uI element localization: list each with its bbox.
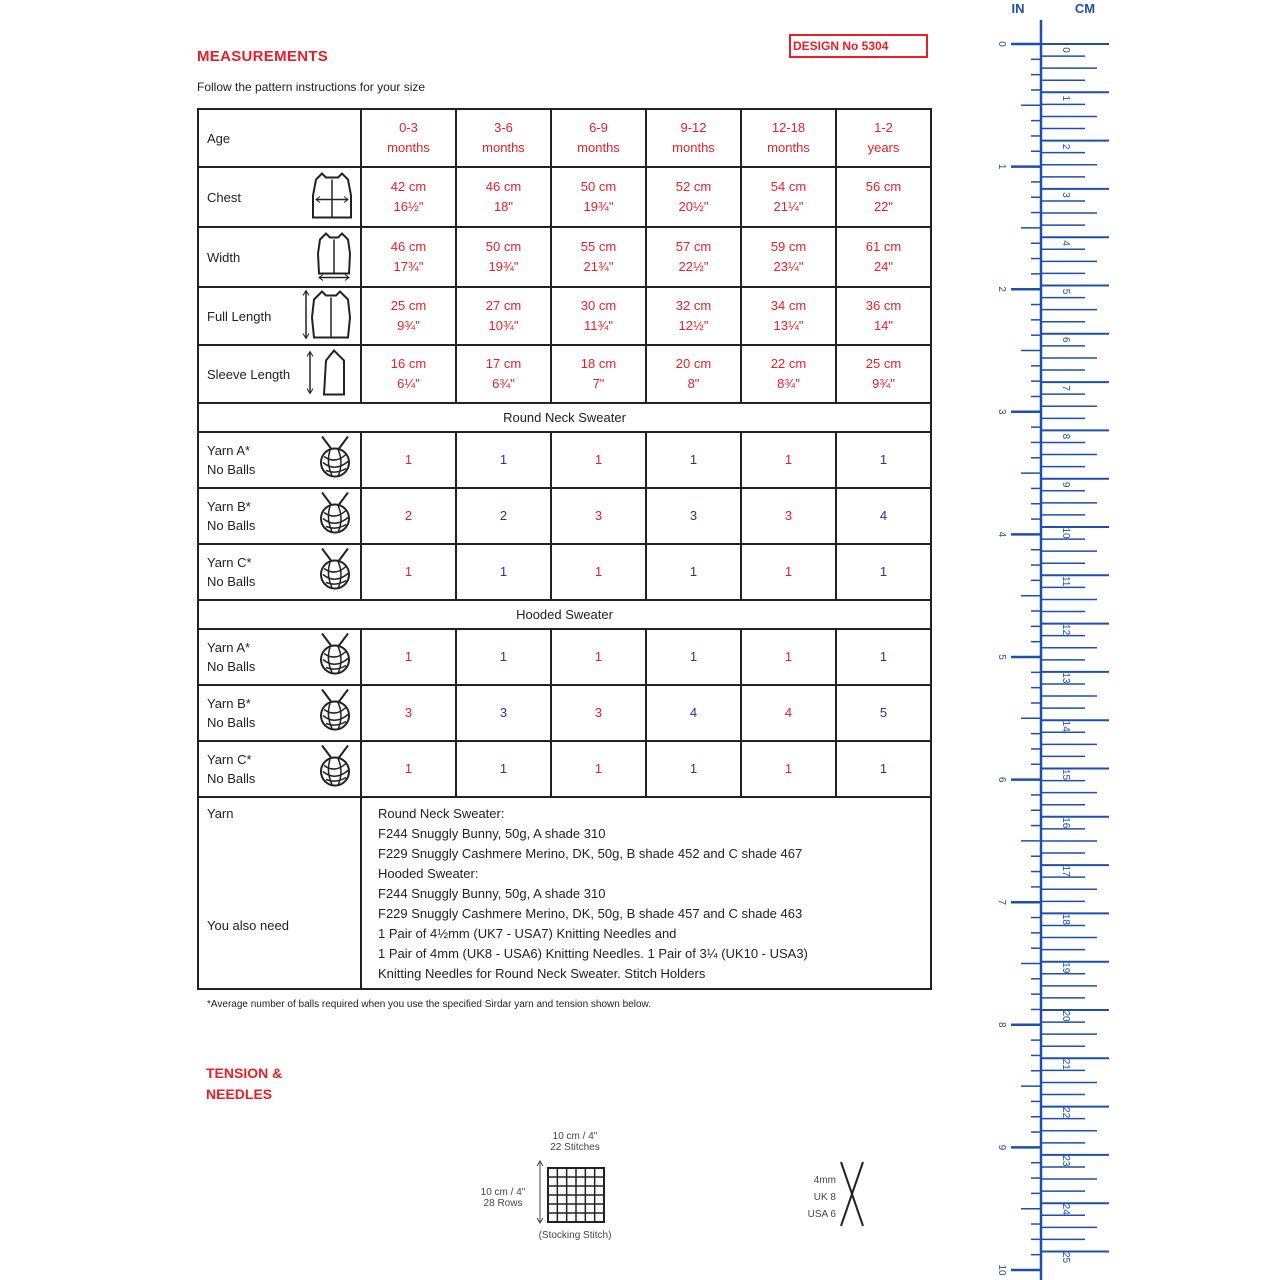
- value-inches: 20½": [678, 199, 709, 214]
- design-number-badge: DESIGN No 5304: [789, 34, 928, 58]
- section-title: Round Neck Sweater: [198, 403, 931, 432]
- measurement-label-cell: [198, 287, 361, 345]
- yarn-name: Yarn A*: [207, 443, 251, 458]
- cm-label: 5: [1060, 288, 1071, 295]
- value-inches: 9¾": [872, 376, 895, 391]
- measurement-value: [456, 345, 551, 403]
- ball-count: 1: [836, 544, 931, 600]
- ball-count: 1: [551, 741, 646, 797]
- ball-count: 1: [741, 544, 836, 600]
- value-cm: 56 cm: [865, 179, 902, 194]
- value-cm: 46 cm: [390, 239, 427, 254]
- ball-count: 1: [551, 544, 646, 600]
- ball-count: 1: [551, 432, 646, 488]
- value-cm: 61 cm: [865, 239, 902, 254]
- measurement-label: Full Length: [207, 308, 272, 324]
- value-cm: 22 cm: [770, 356, 807, 371]
- value-inches: 7": [592, 376, 605, 391]
- measurement-value: [646, 167, 741, 227]
- ball-count: 4: [836, 488, 931, 544]
- value-inches: 6¾": [492, 376, 515, 391]
- balls-label: No Balls: [207, 715, 256, 730]
- ball-count: 2: [456, 488, 551, 544]
- inch-label: 3: [996, 409, 1007, 415]
- value-inches: 13¼": [773, 318, 804, 333]
- value-inches: 9¾": [397, 318, 420, 333]
- inch-label: 8: [996, 1022, 1007, 1028]
- value-inches: 22½": [678, 259, 709, 274]
- measurement-value: [551, 345, 646, 403]
- yarn-label-cell: [198, 685, 361, 741]
- size-unit: years: [867, 140, 900, 155]
- value-cm: 25 cm: [865, 356, 902, 371]
- measurement-label: Width: [207, 249, 241, 265]
- yarn-label-cell: [198, 488, 361, 544]
- yarn-row: [198, 544, 931, 600]
- size-range: 0-3: [399, 120, 418, 135]
- value-cm: 25 cm: [390, 298, 427, 313]
- ball-count: 2: [361, 488, 456, 544]
- measurement-value: [836, 227, 931, 287]
- measurement-value: [646, 227, 741, 287]
- yarn-details-row: [198, 797, 931, 989]
- inch-label: 10: [996, 1264, 1007, 1276]
- length-garment-icon: [302, 288, 354, 345]
- ball-count: 1: [741, 741, 836, 797]
- size-range: 12-18: [771, 120, 806, 135]
- yarn-label-cell: [198, 629, 361, 685]
- detail-line: Round Neck Sweater:: [378, 806, 505, 821]
- ball-count: 1: [646, 741, 741, 797]
- value-inches: 11¾": [584, 318, 613, 333]
- measurements-table: [197, 108, 932, 990]
- cm-label: 14: [1060, 720, 1071, 732]
- value-inches: 12½": [678, 318, 709, 333]
- value-cm: 46 cm: [485, 179, 522, 194]
- cm-label: 18: [1060, 913, 1071, 925]
- inch-label: 0: [996, 41, 1007, 47]
- ball-count: 4: [741, 685, 836, 741]
- size-column-header: [646, 109, 741, 167]
- age-label: Age: [198, 109, 361, 167]
- cm-label: 23: [1060, 1155, 1071, 1167]
- tension-grid-icon: [536, 1158, 608, 1226]
- ball-count: 1: [646, 629, 741, 685]
- cm-label: 8: [1060, 433, 1071, 440]
- value-cm: 36 cm: [865, 298, 902, 313]
- value-inches: 19¾": [488, 259, 519, 274]
- balls-label: No Balls: [207, 574, 256, 589]
- tension-width-label: [530, 1131, 620, 1153]
- value-cm: 50 cm: [580, 179, 617, 194]
- cm-label: 16: [1060, 817, 1071, 829]
- measurement-row: [198, 227, 931, 287]
- yarn-ball-icon: [316, 547, 354, 598]
- cm-label: 1: [1060, 95, 1071, 102]
- size-unit: months: [482, 140, 525, 155]
- inch-label: 7: [996, 899, 1007, 905]
- page-title: MEASUREMENTS: [197, 48, 329, 65]
- measurement-value: [836, 287, 931, 345]
- needle-size-labels: [800, 1172, 836, 1223]
- measurement-row: [198, 167, 931, 227]
- ball-count: 1: [456, 432, 551, 488]
- value-inches: 14": [873, 318, 894, 333]
- cm-label: 20: [1060, 1010, 1071, 1022]
- measurement-value: [456, 227, 551, 287]
- cm-label: 24: [1060, 1203, 1071, 1215]
- value-cm: 54 cm: [770, 179, 807, 194]
- sleeve-icon: [304, 347, 354, 402]
- size-column-header: [551, 109, 646, 167]
- value-inches: 24": [873, 259, 894, 274]
- tension-height: 10 cm / 4": [480, 1187, 526, 1198]
- tension-stitches: 22 Stitches: [550, 1142, 600, 1153]
- value-inches: 16½": [393, 199, 424, 214]
- measurement-value: [741, 227, 836, 287]
- yarn-row: [198, 741, 931, 797]
- needle-size: 4mm: [813, 1175, 836, 1186]
- crossed-needles-icon: [838, 1160, 866, 1230]
- cm-label: 10: [1060, 527, 1071, 539]
- value-cm: 16 cm: [390, 356, 427, 371]
- page-subtitle: Follow the pattern instructions for your size: [197, 80, 426, 94]
- ball-count: 1: [646, 432, 741, 488]
- yarn-label-cell: [198, 544, 361, 600]
- value-inches: 17¾": [393, 259, 424, 274]
- yarn-details-text: [361, 797, 931, 989]
- cm-label: 11: [1060, 576, 1071, 587]
- value-cm: 34 cm: [770, 298, 807, 313]
- value-cm: 59 cm: [770, 239, 807, 254]
- value-cm: 32 cm: [675, 298, 712, 313]
- size-unit: months: [577, 140, 620, 155]
- yarn-name: Yarn C*: [207, 752, 252, 767]
- detail-line: F244 Snuggly Bunny, 50g, A shade 310: [378, 826, 606, 841]
- value-cm: 42 cm: [390, 179, 427, 194]
- footnote: *Average number of balls required when you use the specified Sirdar yarn and tension shown below.: [207, 999, 651, 1010]
- measurement-value: [741, 167, 836, 227]
- chest-garment-icon: [310, 170, 354, 225]
- measurement-value: [741, 287, 836, 345]
- detail-line: 1 Pair of 4½mm (UK7 - USA7) Knitting Needles and: [378, 926, 677, 941]
- measurement-value: [551, 287, 646, 345]
- cm-label: 15: [1060, 768, 1071, 781]
- yarn-name: Yarn B*: [207, 499, 251, 514]
- yarn-row: [198, 629, 931, 685]
- yarn-ball-icon: [316, 632, 354, 683]
- inch-label: 1: [996, 163, 1007, 170]
- yarn-name: Yarn C*: [207, 555, 252, 570]
- measurement-row: [198, 345, 931, 403]
- ball-count: 3: [551, 685, 646, 741]
- balls-label: No Balls: [207, 659, 256, 674]
- ball-count: 3: [361, 685, 456, 741]
- also-need-heading: You also need: [207, 918, 289, 933]
- yarn-label-cell: [198, 432, 361, 488]
- inch-label: 4: [996, 531, 1007, 538]
- value-cm: 20 cm: [675, 356, 712, 371]
- ruler: [985, 0, 1125, 1280]
- tension-rows: 28 Rows: [483, 1198, 523, 1209]
- value-cm: 55 cm: [580, 239, 617, 254]
- yarn-name: Yarn A*: [207, 640, 251, 655]
- ball-count: 1: [456, 741, 551, 797]
- ball-count: 1: [551, 629, 646, 685]
- cm-label: 2: [1060, 143, 1071, 150]
- size-unit: months: [672, 140, 715, 155]
- measurement-value: [361, 227, 456, 287]
- value-inches: 10¾": [488, 318, 519, 333]
- cm-label: 4: [1060, 240, 1071, 246]
- detail-line: F229 Snuggly Cashmere Merino, DK, 50g, B shade 452 and C shade 467: [378, 846, 803, 861]
- detail-line: F244 Snuggly Bunny, 50g, A shade 310: [378, 886, 606, 901]
- detail-line: Knitting Needles for Round Neck Sweater. Stitch Holders: [378, 966, 706, 981]
- measurement-row: [198, 287, 931, 345]
- section-header-row: [198, 600, 931, 629]
- measurement-label-cell: [198, 227, 361, 287]
- ball-count: 1: [456, 629, 551, 685]
- size-range: 9-12: [680, 120, 707, 135]
- measurement-value: [551, 227, 646, 287]
- balls-label: No Balls: [207, 518, 256, 533]
- needle-usa: USA 6: [807, 1209, 836, 1220]
- inch-label: 6: [996, 776, 1007, 783]
- yarn-heading: Yarn: [207, 806, 234, 821]
- balls-label: No Balls: [207, 771, 256, 786]
- size-column-header: [741, 109, 836, 167]
- value-inches: 18": [493, 199, 514, 214]
- tension-width: 10 cm / 4": [552, 1131, 598, 1142]
- size-unit: months: [767, 140, 810, 155]
- value-inches: 23¼": [773, 259, 804, 274]
- ball-count: 1: [361, 741, 456, 797]
- measurement-value: [456, 167, 551, 227]
- value-cm: 30 cm: [580, 298, 617, 313]
- size-unit: months: [387, 140, 430, 155]
- value-inches: 19¾": [583, 199, 614, 214]
- ball-count: 1: [646, 544, 741, 600]
- cm-label: 17: [1060, 865, 1071, 877]
- cm-label: 19: [1060, 962, 1071, 974]
- cm-label: 0: [1060, 47, 1071, 53]
- yarn-row: [198, 488, 931, 544]
- ball-count: 1: [836, 629, 931, 685]
- measurement-value: [456, 287, 551, 345]
- yarn-ball-icon: [316, 491, 354, 542]
- measurement-value: [551, 167, 646, 227]
- age-row: [198, 109, 931, 167]
- value-inches: 21¾": [583, 259, 614, 274]
- yarn-ball-icon: [316, 688, 354, 739]
- value-cm: 52 cm: [675, 179, 712, 194]
- width-garment-icon: [314, 230, 354, 285]
- yarn-ball-icon: [316, 744, 354, 795]
- value-inches: 8": [687, 376, 700, 391]
- measurement-label-cell: [198, 345, 361, 403]
- section-title: Hooded Sweater: [198, 600, 931, 629]
- inch-label: 5: [996, 654, 1007, 660]
- measurement-value: [361, 167, 456, 227]
- ball-count: 3: [456, 685, 551, 741]
- ball-count: 1: [836, 741, 931, 797]
- ball-count: 1: [361, 432, 456, 488]
- measurement-label-cell: [198, 167, 361, 227]
- cm-label: 21: [1060, 1058, 1071, 1070]
- value-cm: 57 cm: [675, 239, 712, 254]
- ball-count: 3: [646, 488, 741, 544]
- cm-label: 13: [1060, 672, 1071, 684]
- measurement-label: Sleeve Length: [207, 366, 291, 382]
- inch-label: 2: [996, 286, 1007, 292]
- value-cm: 18 cm: [580, 356, 617, 371]
- ball-count: 1: [836, 432, 931, 488]
- ball-count: 1: [456, 544, 551, 600]
- measurement-value: [646, 287, 741, 345]
- size-range: 3-6: [494, 120, 513, 135]
- value-inches: 22": [873, 199, 894, 214]
- cm-label: 7: [1060, 385, 1071, 391]
- cm-label: 25: [1060, 1251, 1071, 1264]
- ball-count: 3: [741, 488, 836, 544]
- yarn-name: Yarn B*: [207, 696, 251, 711]
- value-cm: 50 cm: [485, 239, 522, 254]
- yarn-details-labels: [198, 797, 361, 989]
- needle-uk: UK 8: [813, 1192, 836, 1203]
- yarn-row: [198, 432, 931, 488]
- detail-line: F229 Snuggly Cashmere Merino, DK, 50g, B shade 457 and C shade 463: [378, 906, 803, 921]
- size-range: 6-9: [589, 120, 608, 135]
- value-cm: 27 cm: [485, 298, 522, 313]
- yarn-row: [198, 685, 931, 741]
- size-range: 1-2: [874, 120, 893, 135]
- tension-title: [206, 1063, 282, 1105]
- measurement-value: [361, 345, 456, 403]
- yarn-ball-icon: [316, 435, 354, 486]
- cm-label: 3: [1060, 192, 1071, 198]
- cm-label: 9: [1060, 481, 1071, 488]
- value-inches: 8¾": [777, 376, 800, 391]
- inch-label: 9: [996, 1144, 1007, 1151]
- ball-count: 1: [361, 629, 456, 685]
- measurement-value: [741, 345, 836, 403]
- ruler-in-label: IN: [1011, 1, 1025, 16]
- measurement-label: Chest: [207, 189, 241, 205]
- detail-line: Hooded Sweater:: [378, 866, 479, 881]
- tension-title-line1: TENSION &: [206, 1065, 283, 1081]
- measurement-value: [361, 287, 456, 345]
- ball-count: 4: [646, 685, 741, 741]
- value-inches: 6¼": [397, 376, 420, 391]
- value-cm: 17 cm: [485, 356, 522, 371]
- measurement-value: [836, 167, 931, 227]
- cm-label: 12: [1060, 624, 1071, 636]
- tension-height-label: [468, 1187, 538, 1209]
- tension-title-line2: NEEDLES: [206, 1086, 273, 1102]
- ball-count: 1: [741, 629, 836, 685]
- ball-count: 5: [836, 685, 931, 741]
- size-column-header: [361, 109, 456, 167]
- section-header-row: [198, 403, 931, 432]
- ball-count: 3: [551, 488, 646, 544]
- value-inches: 21¼": [773, 199, 804, 214]
- yarn-label-cell: [198, 741, 361, 797]
- measurement-value: [646, 345, 741, 403]
- tension-stitch-type: (Stocking Stitch): [538, 1230, 612, 1241]
- ruler-cm-label: CM: [1074, 1, 1096, 16]
- ball-count: 1: [741, 432, 836, 488]
- balls-label: No Balls: [207, 462, 256, 477]
- size-column-header: [836, 109, 931, 167]
- detail-line: 1 Pair of 4mm (UK8 - USA6) Knitting Needles. 1 Pair of 3¼ (UK10 - USA3): [378, 946, 808, 961]
- cm-label: 22: [1060, 1107, 1071, 1119]
- measurement-value: [836, 345, 931, 403]
- cm-label: 6: [1060, 337, 1071, 343]
- ball-count: 1: [361, 544, 456, 600]
- size-column-header: [456, 109, 551, 167]
